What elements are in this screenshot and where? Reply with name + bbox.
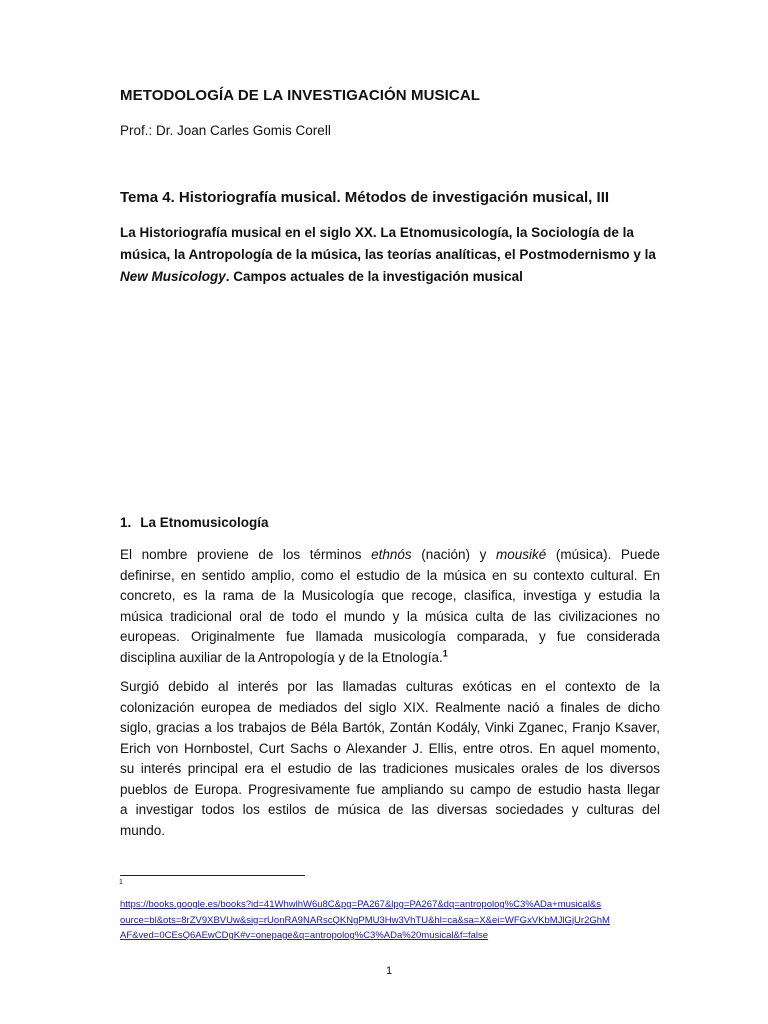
paragraph-line: mundo. [120, 822, 166, 838]
section-number: 1. [120, 515, 132, 530]
footnote-separator [120, 875, 305, 876]
professor-line: Prof.: Dr. Joan Carles Gomis Corell [120, 123, 331, 138]
term-ethnos: ethnós [371, 547, 412, 562]
topic-subtitle-tail: Campos actuales de la investigación musical [233, 269, 523, 284]
paragraph-line: música tradicional oral de todo el mundo y la música culta de las civilizaciones no [120, 608, 660, 624]
footnote-link-line[interactable]: https://books.google.es/books?id=41WhwlhW6u8C&pg=PA267&lpg=PA267&dq=antropolog%C3%ADa+musical&s [120, 899, 602, 910]
footnote-link[interactable] [120, 897, 660, 944]
topic-title: Tema 4. Historiografía musical. Métodos de investigación musical, III [120, 189, 610, 206]
paragraph-line: Surgió debido al interés por las llamadas culturas exóticas en el contexto de la [120, 679, 660, 694]
paragraph-line: europeas. Originalmente fue llamada musicología comparada, y fue considerada [120, 629, 660, 644]
footnote-number: 1 [119, 879, 123, 886]
paragraph-line [120, 545, 660, 566]
topic-subtitle [120, 222, 660, 288]
page-number: 1 [385, 965, 393, 977]
term-mousike: mousiké [495, 547, 547, 562]
paragraph-line: definirse, en sentido amplio, como el estudio de la música en su contexto cultural. En [120, 567, 660, 583]
new-musicology-term: New Musicology [120, 269, 226, 284]
topic-subtitle-line: música, la Antropología de la música, las teorías analíticas, el Postmodernismo y la [120, 247, 656, 262]
paragraph-line: siglo, gracias a los trabajos de Béla Bartók, Zontán Kodály, Vinki Zganec, Franjo Ksaver, [120, 720, 660, 735]
text-run: El nombre proviene de los términos [120, 547, 362, 562]
text-run: (música). Puede [555, 547, 660, 562]
paragraph-line: a investigar todos los estilos de música de las diversas sociedades y culturas del [120, 802, 660, 817]
footnote-link-line[interactable]: ource=bl&ots=8rZV9XBVUw&sig=rUonRA9NARscQKNgPMU3Hw3VhTU&hl=ca&sa=X&ei=WFGxVKbMJlGjUr2GhM [120, 914, 610, 926]
text-run: disciplina auxiliar de la Antropología y de la Etnología. [120, 649, 443, 665]
topic-subtitle-line: La Historiografía musical en el siglo XX. La Etnomusicología, la Sociología de la [120, 225, 634, 240]
footnote-reference[interactable]: 1 [442, 648, 448, 658]
section-heading [120, 515, 269, 530]
paragraph-line: Erich von Hornbostel, Curt Sachs o Alexander J. Ellis, entre otros. En aquel momento, [120, 740, 660, 756]
paragraph-line: pueblos de Europa. Progresivamente fue ampliando su campo de estudio hasta llegar [120, 781, 660, 797]
paragraph-origins [120, 677, 660, 841]
paragraph-line [120, 648, 660, 669]
subtitle-period: . [225, 269, 230, 284]
paragraph-definition [120, 545, 660, 668]
paragraph-line: colonización europea de mediados del siglo XIX. Realmente nació a finales de dicho [120, 699, 660, 715]
section-heading-text: La Etnomusicología [140, 515, 269, 530]
paragraph-line: concreto, es la rama de la Musicología que recoge, clasifica, investiga y estudia la [120, 588, 660, 603]
topic-subtitle-line [120, 266, 660, 288]
course-title: METODOLOGÍA DE LA INVESTIGACIÓN MUSICAL [120, 87, 481, 104]
paragraph-line: su interés principal era el estudio de las tradiciones musicales orales de los diversos [120, 761, 660, 776]
footnote-link-line[interactable]: AF&ved=0CEsQ6AEwCDgK#v=onepage&q=antropolog%C3%ADa%20musical&f=false [120, 930, 489, 941]
text-run: (nación) y [421, 547, 487, 562]
